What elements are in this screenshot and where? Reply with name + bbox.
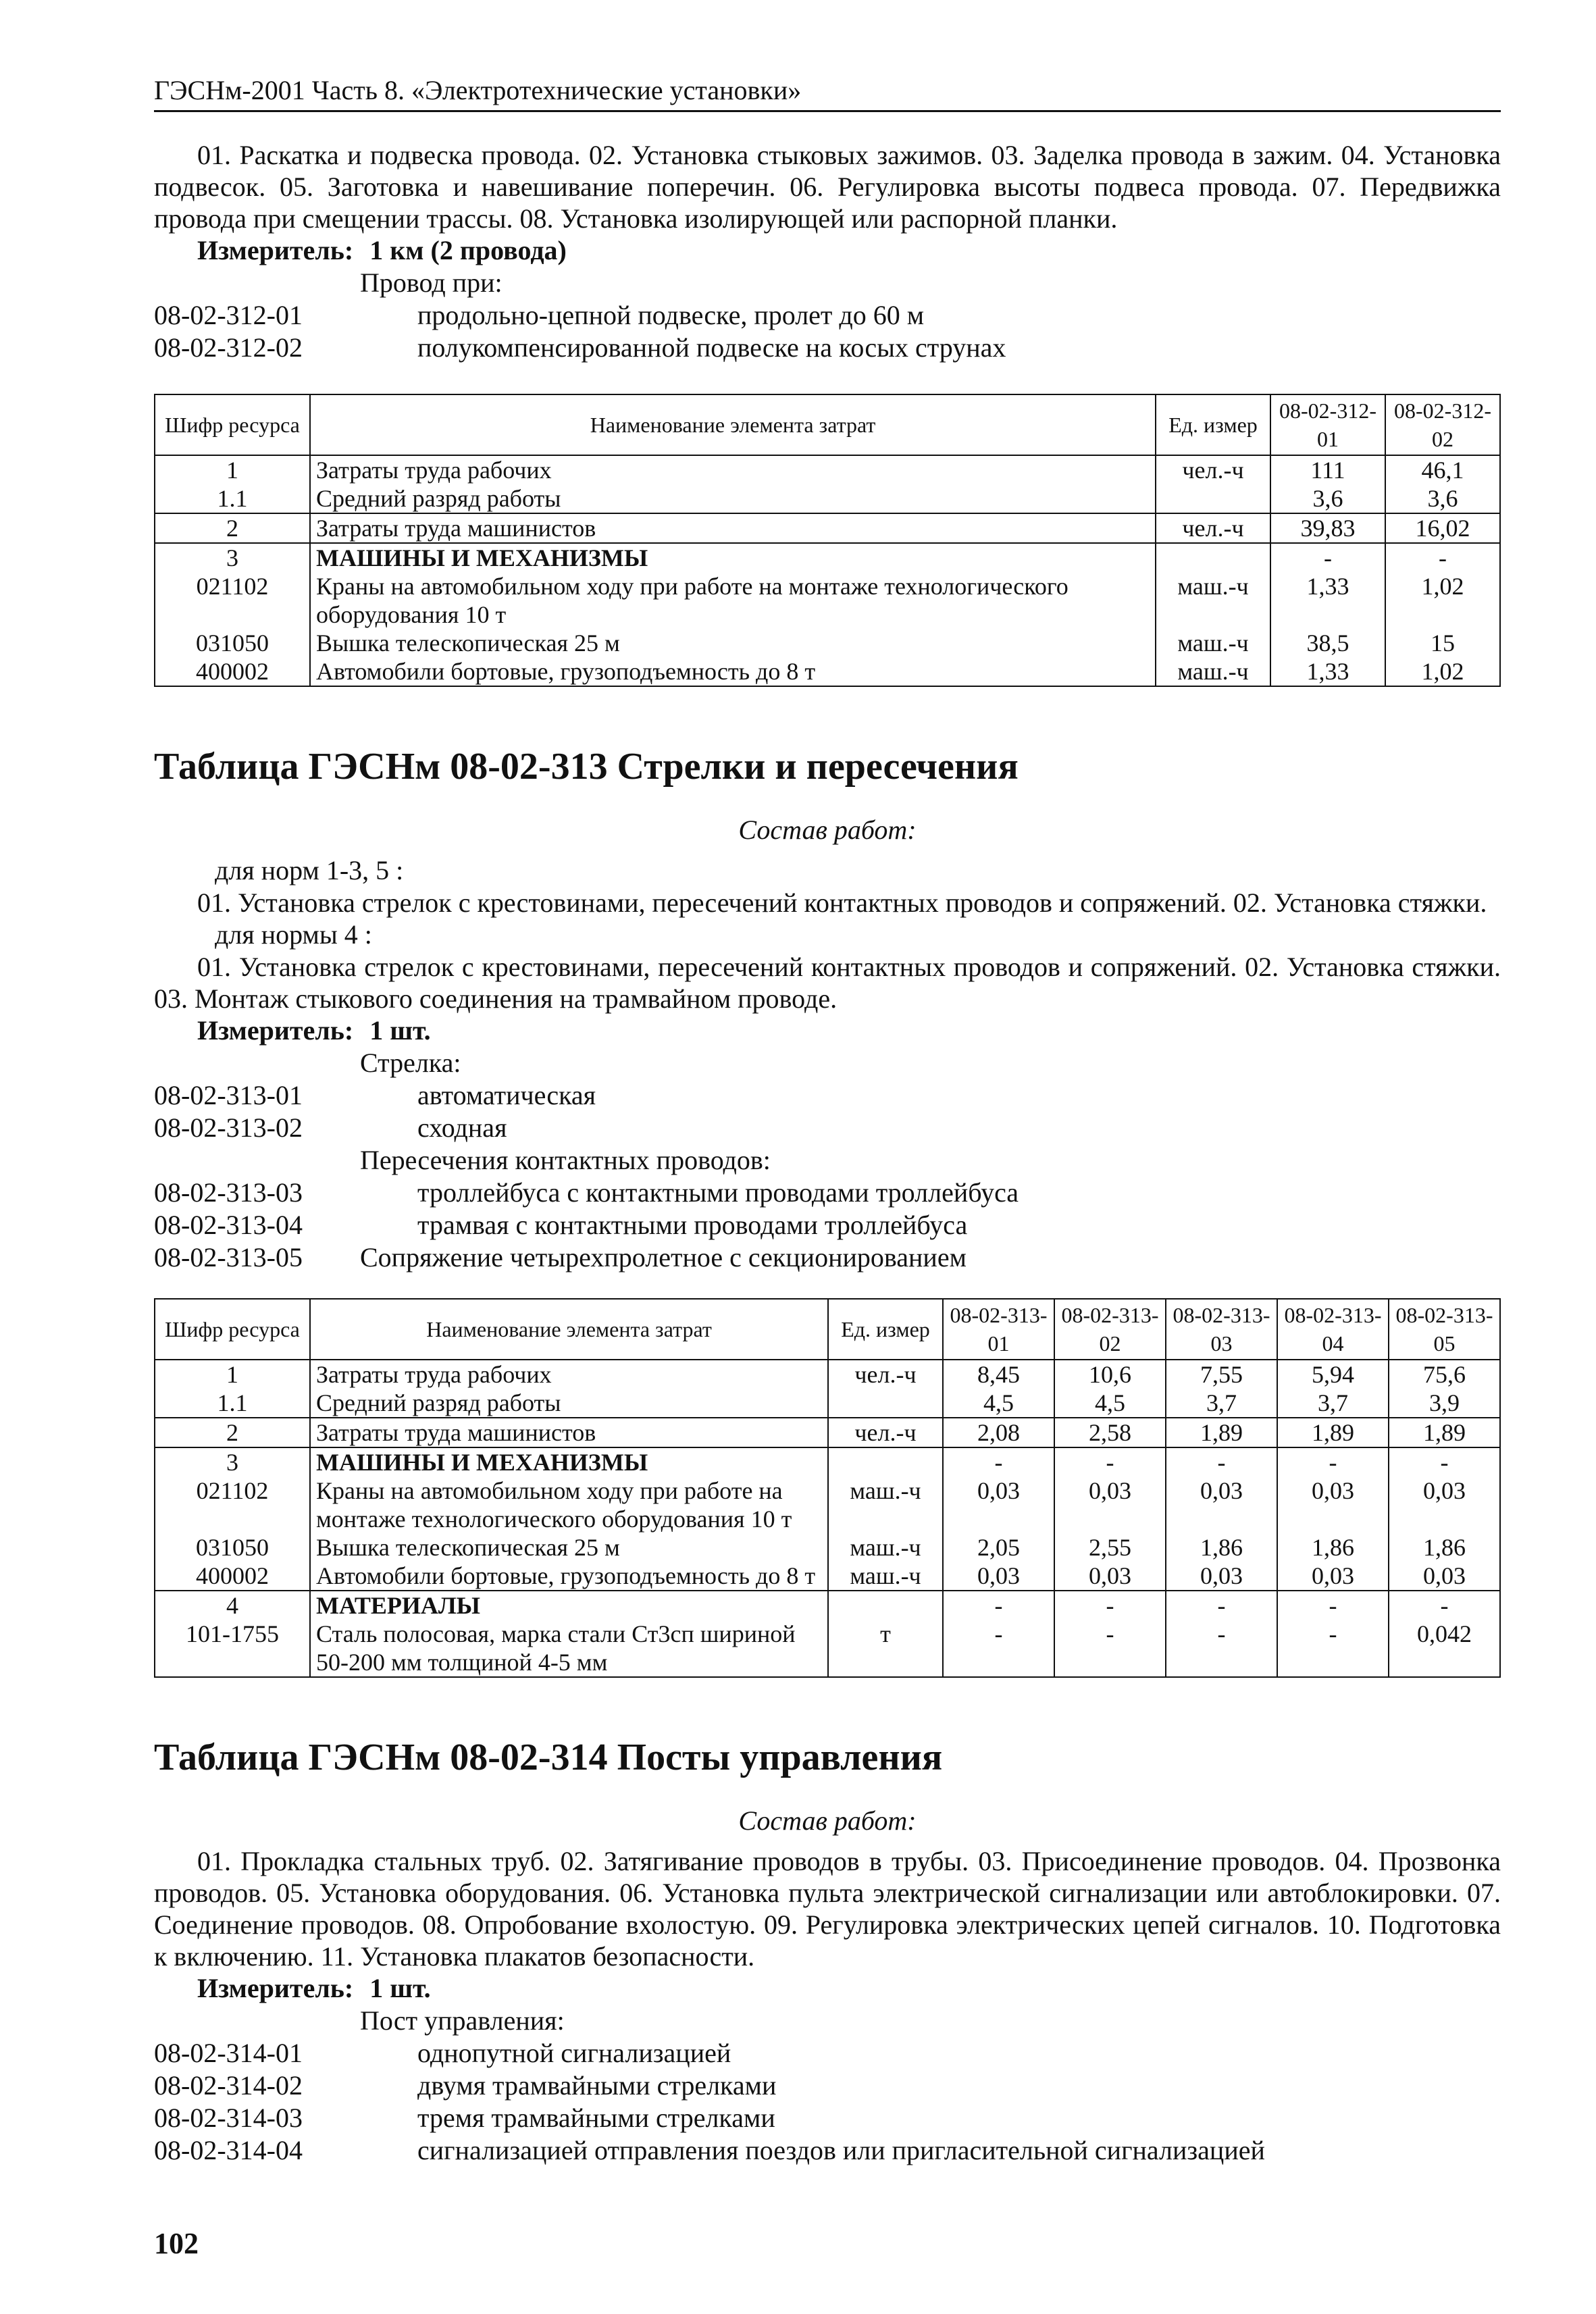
cell-code: 031050 <box>155 629 310 657</box>
cell-code: 2 <box>155 513 310 543</box>
table-row <box>155 1562 1500 1591</box>
cell-code: 2 <box>155 1418 310 1447</box>
table-row <box>155 1476 1500 1533</box>
cell-value: 1,33 <box>1270 572 1385 629</box>
norm-desc: полукомпенсированной подвеске на косых струнах <box>417 332 1006 363</box>
table-row <box>155 1389 1500 1418</box>
col-header: 08-02-313-04 <box>1277 1299 1389 1360</box>
norm-code: 08-02-314-04 <box>154 2135 303 2165</box>
cell-value: - <box>1389 1591 1500 1620</box>
table-row <box>155 629 1500 657</box>
cell-unit: чел.-ч <box>1156 513 1270 543</box>
work-composition-label: Состав работ: <box>738 815 917 845</box>
cell-unit: маш.-ч <box>828 1476 943 1533</box>
cell-unit: маш.-ч <box>828 1533 943 1562</box>
cell-value: - <box>1054 1591 1166 1620</box>
norm-code: 08-02-313-01 <box>154 1080 303 1110</box>
cell-unit: маш.-ч <box>1156 629 1270 657</box>
norm-desc: двумя трамвайными стрелками <box>417 2070 777 2101</box>
cell-value: - <box>943 1447 1054 1476</box>
cell-value: 0,03 <box>943 1476 1054 1533</box>
norm-row <box>154 1177 1501 1209</box>
cell-code: 400002 <box>155 657 310 686</box>
col-header: Шифр ресурса <box>155 394 310 455</box>
cell-code: 3 <box>155 1447 310 1476</box>
cell-unit <box>828 1591 943 1620</box>
measure-value: 1 км (2 провода) <box>369 235 567 265</box>
cell-value: - <box>1054 1447 1166 1476</box>
cell-code: 400002 <box>155 1562 310 1591</box>
table-row <box>155 1360 1500 1389</box>
cell-value: - <box>1277 1447 1389 1476</box>
cell-name: Краны на автомобильном ходу при работе на монтаже технологического оборудования 10 т <box>310 572 1156 629</box>
norm-group-312: Провод при: <box>360 267 503 298</box>
norm-desc: троллейбуса с контактными проводами троллейбуса <box>417 1177 1019 1208</box>
work-composition-313-b: 01. Установка стрелок с крестовинами, пересечений контактных проводов и сопряжений. 02. Установка стяжки. 03. Монтаж стыкового соединения на трамвайном проводе. <box>154 952 1501 1014</box>
cell-value: 0,03 <box>1277 1562 1389 1591</box>
measure-label: Измеритель: <box>197 1015 354 1046</box>
col-header: 08-02-313-02 <box>1054 1299 1166 1360</box>
cell-value: - <box>1166 1620 1277 1677</box>
cell-value: - <box>943 1591 1054 1620</box>
cell-name: Средний разряд работы <box>310 1389 828 1418</box>
cell-code: 031050 <box>155 1533 310 1562</box>
cell-name: Краны на автомобильном ходу при работе на монтаже технологического оборудования 10 т <box>310 1476 828 1533</box>
col-header: 08-02-312-01 <box>1270 394 1385 455</box>
col-header: 08-02-313-01 <box>943 1299 1054 1360</box>
norm-code: 08-02-312-02 <box>154 332 303 363</box>
cell-value: 39,83 <box>1270 513 1385 543</box>
cell-name: Средний разряд работы <box>310 484 1156 513</box>
cell-value: 2,08 <box>943 1418 1054 1447</box>
cell-value: 15 <box>1385 629 1500 657</box>
norm-desc: тремя трамвайными стрелками <box>417 2103 775 2133</box>
cell-value: 3,7 <box>1277 1389 1389 1418</box>
cell-name: Затраты труда рабочих <box>310 1360 828 1389</box>
measure-value: 1 шт. <box>369 1015 431 1046</box>
norm-row <box>154 2102 1501 2134</box>
norm-desc: продольно-цепной подвеске, пролет до 60 м <box>417 300 925 330</box>
cell-value: 7,55 <box>1166 1360 1277 1389</box>
running-header: ГЭСНм-2001 Часть 8. «Электротехнические установки» <box>154 74 1501 112</box>
cell-value: 0,03 <box>1389 1562 1500 1591</box>
cell-value: - <box>1277 1591 1389 1620</box>
cell-value: 1,89 <box>1277 1418 1389 1447</box>
cell-value: 0,03 <box>943 1562 1054 1591</box>
norm-desc: трамвая с контактными проводами троллейбуса <box>417 1210 968 1240</box>
table-row <box>155 513 1500 543</box>
norm-row <box>154 2069 1501 2102</box>
norm-desc: сходная <box>417 1112 507 1143</box>
cell-value: 1,02 <box>1385 572 1500 629</box>
norm-code: 08-02-313-03 <box>154 1177 303 1208</box>
cell-code: 021102 <box>155 1476 310 1533</box>
resource-table-313 <box>154 1298 1501 1678</box>
table-row <box>155 484 1500 513</box>
cell-value: 8,45 <box>943 1360 1054 1389</box>
norm-code: 08-02-314-03 <box>154 2103 303 2133</box>
cell-value: 3,9 <box>1389 1389 1500 1418</box>
cell-value: 0,03 <box>1054 1562 1166 1591</box>
norm-row <box>154 1112 1501 1144</box>
cell-value: - <box>1389 1447 1500 1476</box>
cell-code: 021102 <box>155 572 310 629</box>
cell-value: 38,5 <box>1270 629 1385 657</box>
cell-value: 0,03 <box>1389 1476 1500 1533</box>
measure-314 <box>197 1972 1501 2005</box>
norm-scope-1: для норм 1-3, 5 : <box>215 855 404 885</box>
col-header: Наименование элемента затрат <box>310 394 1156 455</box>
norm-row <box>154 1241 1501 1274</box>
cell-value: 2,55 <box>1054 1533 1166 1562</box>
table-row <box>155 455 1500 484</box>
cell-unit <box>828 1389 943 1418</box>
cell-value: - <box>1270 543 1385 572</box>
cell-name: Затраты труда машинистов <box>310 513 1156 543</box>
cell-value: 3,6 <box>1270 484 1385 513</box>
cell-unit: чел.-ч <box>828 1418 943 1447</box>
norm-desc: сигнализацией отправления поездов или пригласительной сигнализацией <box>417 2135 1265 2165</box>
cell-value: 2,05 <box>943 1533 1054 1562</box>
norm-row <box>154 299 1501 332</box>
cell-value: 111 <box>1270 455 1385 484</box>
cell-unit <box>1156 543 1270 572</box>
norm-group-314: Пост управления: <box>360 2005 565 2036</box>
table-row <box>155 1620 1500 1677</box>
norm-row <box>154 332 1501 364</box>
norm-row <box>154 1209 1501 1241</box>
cell-code: 1 <box>155 455 310 484</box>
cell-code: 3 <box>155 543 310 572</box>
cell-value: - <box>1166 1591 1277 1620</box>
cell-name: Вышка телескопическая 25 м <box>310 629 1156 657</box>
measure-value: 1 шт. <box>369 1973 431 2003</box>
table-row <box>155 1533 1500 1562</box>
cell-unit: маш.-ч <box>1156 572 1270 629</box>
measure-label: Измеритель: <box>197 1973 354 2003</box>
cell-value: - <box>943 1620 1054 1677</box>
norm-scope-2: для нормы 4 : <box>215 919 372 950</box>
cell-code: 1.1 <box>155 484 310 513</box>
norm-code: 08-02-313-04 <box>154 1210 303 1240</box>
cell-value: 16,02 <box>1385 513 1500 543</box>
cell-value: 46,1 <box>1385 455 1500 484</box>
page-number: 102 <box>154 2227 199 2260</box>
work-composition-313-a: 01. Установка стрелок с крестовинами, пересечений контактных проводов и сопряжений. 02. Установка стяжки. <box>197 888 1487 918</box>
work-composition-314: 01. Прокладка стальных труб. 02. Затягивание проводов в трубы. 03. Присоединение проводов. 04. Прозвонка проводов. 05. Установка оборудования. 06. Установка пульта электрической сигнализации или автоблокировки. 07. Соединение проводов. 08. Опробование вхолостую. 09. Регулировка электрических цепей сигналов. 10. Подготовка к включению. 11. Установка плакатов безопасности. <box>154 1846 1501 1972</box>
measure-312 <box>197 234 1501 267</box>
cell-name: МАШИНЫ И МЕХАНИЗМЫ <box>310 1447 828 1476</box>
table-row <box>155 543 1500 572</box>
cell-value: 2,58 <box>1054 1418 1166 1447</box>
norm-code: 08-02-314-01 <box>154 2038 303 2068</box>
norm-desc: однопутной сигнализацией <box>417 2038 731 2068</box>
cell-code: 1.1 <box>155 1389 310 1418</box>
work-composition-label: Состав работ: <box>738 1805 917 1836</box>
norm-code: 08-02-313-05 <box>154 1242 303 1272</box>
document-page <box>154 74 1501 2167</box>
col-header: 08-02-312-02 <box>1385 394 1500 455</box>
cell-value: 1,86 <box>1166 1533 1277 1562</box>
cell-unit <box>1156 484 1270 513</box>
cell-name: Вышка телескопическая 25 м <box>310 1533 828 1562</box>
section-title-314: Таблица ГЭСНм 08-02-314 Посты управления <box>154 1737 943 1778</box>
measure-label: Измеритель: <box>197 235 354 265</box>
cell-name: МАШИНЫ И МЕХАНИЗМЫ <box>310 543 1156 572</box>
table-row <box>155 572 1500 629</box>
table-row <box>155 657 1500 686</box>
work-composition-312: 01. Раскатка и подвеска провода. 02. Установка стыковых зажимов. 03. Заделка провода в зажим. 04. Установка подвесок. 05. Заготовка и навешивание поперечин. 06. Регулировка высоты подвеса провода. 07. Передвижка провода при смещении трассы. 08. Установка изолирующей или распорной планки. <box>154 140 1501 234</box>
col-header: 08-02-313-05 <box>1389 1299 1500 1360</box>
cell-value: 3,7 <box>1166 1389 1277 1418</box>
cell-value: 3,6 <box>1385 484 1500 513</box>
col-header: Шифр ресурса <box>155 1299 310 1360</box>
cell-value: - <box>1166 1447 1277 1476</box>
norm-code: 08-02-314-02 <box>154 2070 303 2101</box>
cell-name: Автомобили бортовые, грузоподъемность до 8 т <box>310 657 1156 686</box>
col-header: Ед. измер <box>1156 394 1270 455</box>
norm-code: 08-02-313-02 <box>154 1112 303 1143</box>
norm-code: 08-02-312-01 <box>154 300 303 330</box>
resource-table-312 <box>154 394 1501 687</box>
measure-313 <box>197 1014 1501 1047</box>
cell-value: 1,33 <box>1270 657 1385 686</box>
cell-value: - <box>1054 1620 1166 1677</box>
col-header: Наименование элемента затрат <box>310 1299 828 1360</box>
cell-value: 0,03 <box>1054 1476 1166 1533</box>
norm-row <box>154 2134 1501 2167</box>
table-row <box>155 1418 1500 1447</box>
cell-name: Затраты труда рабочих <box>310 455 1156 484</box>
cell-value: 0,03 <box>1277 1476 1389 1533</box>
cell-value: - <box>1385 543 1500 572</box>
section-312 <box>154 139 1501 687</box>
col-header: Ед. измер <box>828 1299 943 1360</box>
cell-value: 1,89 <box>1166 1418 1277 1447</box>
table-row <box>155 1591 1500 1620</box>
cell-value: 1,89 <box>1389 1418 1500 1447</box>
cell-value: 0,03 <box>1166 1562 1277 1591</box>
norm-group-313-a: Стрелка: <box>360 1048 461 1078</box>
section-title-313: Таблица ГЭСНм 08-02-313 Стрелки и пересечения <box>154 746 1019 788</box>
cell-name: МАТЕРИАЛЫ <box>310 1591 828 1620</box>
cell-value: - <box>1277 1620 1389 1677</box>
cell-unit: т <box>828 1620 943 1677</box>
cell-value: 0,03 <box>1166 1476 1277 1533</box>
cell-name: Сталь полосовая, марка стали Ст3сп шириной 50-200 мм толщиной 4-5 мм <box>310 1620 828 1677</box>
norm-desc: Сопряжение четырехпролетное с секционированием <box>360 1242 967 1272</box>
cell-value: 0,042 <box>1389 1620 1500 1677</box>
norm-desc: автоматическая <box>417 1080 596 1110</box>
cell-value: 5,94 <box>1277 1360 1389 1389</box>
cell-code: 1 <box>155 1360 310 1389</box>
cell-code: 4 <box>155 1591 310 1620</box>
cell-unit: чел.-ч <box>828 1360 943 1389</box>
cell-unit: маш.-ч <box>1156 657 1270 686</box>
cell-value: 1,02 <box>1385 657 1500 686</box>
cell-name: Автомобили бортовые, грузоподъемность до 8 т <box>310 1562 828 1591</box>
norm-row <box>154 1079 1501 1112</box>
cell-value: 75,6 <box>1389 1360 1500 1389</box>
cell-unit: чел.-ч <box>1156 455 1270 484</box>
cell-name: Затраты труда машинистов <box>310 1418 828 1447</box>
norm-group-313-b: Пересечения контактных проводов: <box>360 1145 771 1175</box>
cell-value: 10,6 <box>1054 1360 1166 1389</box>
cell-value: 4,5 <box>1054 1389 1166 1418</box>
col-header: 08-02-313-03 <box>1166 1299 1277 1360</box>
cell-value: 1,86 <box>1389 1533 1500 1562</box>
table-row <box>155 1447 1500 1476</box>
cell-value: 1,86 <box>1277 1533 1389 1562</box>
cell-unit: маш.-ч <box>828 1562 943 1591</box>
cell-unit <box>828 1447 943 1476</box>
cell-code: 101-1755 <box>155 1620 310 1677</box>
norm-row <box>154 2037 1501 2069</box>
cell-value: 4,5 <box>943 1389 1054 1418</box>
